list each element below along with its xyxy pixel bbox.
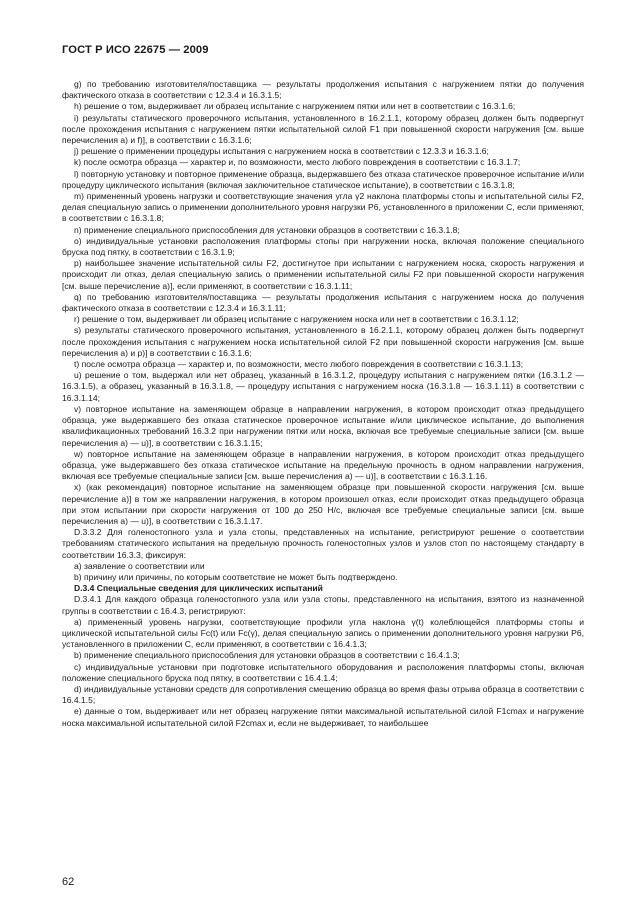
list-item: c) индивидуальные установки при подготовке испытательного оборудования и расположения платформы стопы, включая положение специального бруска под пятку, в соответствии с 16.4.1.4; [62,661,584,683]
list-item: w) повторное испытание на заменяющем образце в направлении нагружения, в котором происходит отказ предыдущего образца, уже выдержавшего без отказа статическое испытание на предельную прочность в одном направлении нагружения, включая все требуемые специальные записи [см. выше перечисления а) — u)], в соответствии с 16.3.1.16. [62,448,584,482]
list-item: e) данные о том, выдерживает или нет образец нагружение пятки максимальной испытательной силой F1cmax и нагружение носка максимальной испытательной силой F2cmax и, если не выдерживает, то наибольшее [62,706,584,728]
list-item: k) после осмотра образца — характер и, по возможности, место любого повреждения в соответствии с 16.3.1.7; [74,157,521,168]
list-item: n) применение специального приспособления для установки образцов в соответствии с 16.3.1.8; [74,224,460,235]
page-header: ГОСТ Р ИСО 22675 — 2009 [62,44,209,56]
list-item: D.3.3.2 Для голеностопного узла и узла стопы, представленных на испытание, регистрируют решение о соответствии требованиям статического испытания на предельную прочность голеностопных узлов и узлов стоп по настоящему стандарту в соответствии 16.3.3, фиксируя: [62,527,584,560]
list-item: m) примененный уровень нагрузки и соответствующие значения угла γ2 наклона платформы стопы и испытательной силы F2, делая специальную запись о применении дополнительного уровня нагрузки Р6, установленного в приложении С, если применяют, в соответствии с 16.3.1.8; [62,191,584,224]
list-item: q) по требованию изготовителя/поставщика — результаты продолжения испытания с нагружением носка до получения фактического отказа в соответствии с 12.3.4 и 16.3.1.11; [62,291,584,314]
list-item: s) результаты статического проверочного испытания, установленного в 16.2.1.1, которому образец должен быть подвергнут после прохождения испытания с нагружением носка испытательной силой F2 при повышенной скорости нагружения [см. выше перечисления а) и р)] в соответствии с 16.3.1.6; [62,325,584,358]
section-heading: D.3.4 Специальные сведения для циклических испытаний [74,583,323,594]
list-item: r) решение о том, выдерживает ли образец испытание с нагружением носка или нет в соответствии с 16.3.1.12; [74,314,519,325]
list-item: b) применение специального приспособления для установки образцов в соответствии с 16.4.1.3; [74,650,460,661]
page-number: 62 [62,876,75,888]
list-item: v) повторное испытание на заменяющем образце в направлении нагружения, в котором происходит отказ предыдущего образца, уже выдержавшего без отказа статическое проверочное испытание и/или циклическое испытание, до выполнения квалификационных требований 16.3.2 при нагружении пятки или носка, включая все требуемые специальные записи [см. выше перечисления а) — u)], в соответствии с 16.3.1.15; [62,403,584,448]
list-item: j) решение о применении процедуры испытания с нагружением носка в соответствии с 12.3.3 и 16.3.1.6; [74,146,489,157]
list-item: p) наибольшее значение испытательной силы F2, достигнутое при испытании с нагружением носка, скорость нагружения и происходит ли отказ, делая специальную запись о применении испытательной силы F2 при повышенной скорости нагружения [см. выше перечисление а)], если применяют, в соответствии с 16.3.1.11; [62,258,584,291]
list-item: l) повторную установку и повторное применение образца, выдержавшего без отказа статическое проверочное испытание и/или процедуру циклического испытания (включая заключительное статическое испытание), в соответствии с 16.3.1.8; [62,168,584,190]
list-item: а) примененный уровень нагрузки, соответствующие профили угла наклона γ(t) колеблющейся платформы стопы и циклической испытательной силы Fc(t) или Fc(γ), делая специальную запись о применении дополнительного уровня нагрузки Р6, установленного в приложении С, если применяют, в соответствии с 16.4.1.3; [62,616,584,650]
list-item: D.3.4.1 Для каждого образца голеностопного узла или узла стопы, представленного на испытания, взятого из назначенной группы в соответствии с 16.4.3, регистрируют: [62,594,584,616]
list-item: d) индивидуальные установки средств для сопротивления смещению образца во время фазы отрыва образца в соответствии с 16.4.1.5; [62,683,584,706]
list-item: o) индивидуальные установки расположения платформы стопы при нагружении носка, включая положение специального бруска под пятку, в соответствии с 16.3.1.9; [62,235,584,258]
list-item: x) (как рекомендация) повторное испытание на заменяющем образце при повышенной скорости нагружения [см. выше перечисление а)] в том же направлении нагружения, в котором произошел отказ, если происходит отказ предыдущего образца при этом испытании при скорости нагружения от 100 до 250 Н/с, включая все требуемые специальные записи [см. выше перечисления а) — u)], в соответствии с 16.3.1.17. [62,482,584,526]
page-body [62,79,584,729]
list-item: h) решение о том, выдерживает ли образец испытание с нагружением пятки или нет в соответствии с 16.3.1.6; [74,101,516,112]
list-item: b) причину или причины, по которым соответствие не может быть подтверждено. [74,571,398,582]
list-item: t) после осмотра образца — характер и, по возможности, место любого повреждения в соответствии с 16.3.1.13; [74,359,524,370]
list-item: g) по требованию изготовителя/поставщика — результаты продолжения испытания с нагружением пятки до получения фактического отказа в соответствии с 12.3.4 и 16.3.1.5; [62,79,584,101]
list-item: u) решение о том, выдержал или нет образец, указанный в 16.3.1.2, процедуру испытания с нагружением пятки (16.3.1.2 — 16.3.1.5), а образец, указанный в 16.3.1.8, — процедуру испытания с нагружением носка (16.3.1.8 — 16.3.1.11) в соответствии с 16.3.1.14; [62,370,584,403]
list-item: i) результаты статического проверочного испытания, установленного в 16.2.1.1, которому образец должен быть подвергнут после прохождения испытания с нагружением пятки испытательной силой F1 при повышенной скорости нагружения [см. выше перечисления а) и f)], в соответствии с 16.3.1.6; [62,112,584,146]
list-item: а) заявление о соответствии или [74,560,205,571]
